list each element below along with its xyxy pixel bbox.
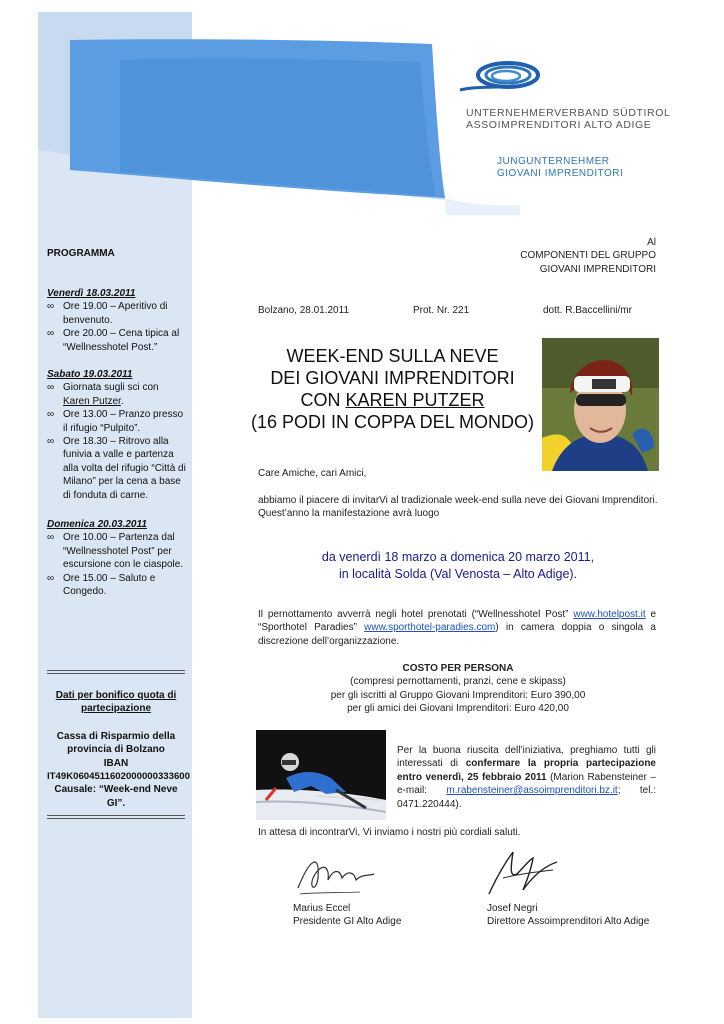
intro-paragraph: abbiamo il piacere di invitarVi al tradizionale week-end sulla neve dei Giovani Imprenditori. Quest’anno la manifestazione avrà luogo xyxy=(258,495,658,520)
hotel-paragraph: Il pernottamento avverrà negli hotel prenotati (“Wellnesshotel Post” www.hotelpost.it e “Sporthotel Paradies” www.sporthotel-paradies.com) in camera doppia o singola a discrezione dell’organizzazione. xyxy=(258,609,657,647)
portrait-photo xyxy=(542,338,659,471)
reference: dott. R.Baccellini/mr xyxy=(543,305,632,316)
confirm-deadline: confermare la propria partecipazione entro venerdì, 25 febbraio 2011 xyxy=(397,758,656,783)
page-title: WEEK-END SULLA NEVE DEI GIOVANI IMPRENDITORI CON KAREN PUTZER (16 PODI IN COPPA DEL MONDO) xyxy=(250,346,535,432)
cost-heading: COSTO PER PERSONA xyxy=(402,663,514,674)
karen-putzer-name: Karen Putzer xyxy=(63,395,121,407)
logo-line-4: GIOVANI IMPRENDITORI xyxy=(497,168,624,179)
divider xyxy=(47,670,185,671)
iban-label: IBAN xyxy=(103,757,129,769)
sporthotel-link[interactable]: www.sporthotel-paradies.com xyxy=(364,622,496,634)
logo-swirl-icon xyxy=(456,56,546,98)
divider xyxy=(47,818,185,819)
recipient-line-1: Al xyxy=(647,237,656,248)
day-2-date: Sabato 19.03.2011 xyxy=(47,369,133,380)
bullet-icon: ∞ xyxy=(47,382,55,394)
bank-name: Cassa di Risparmio della provincia di Bolzano xyxy=(56,730,176,756)
day-1-date: Venerdì 18.03.2011 xyxy=(47,288,136,299)
email-link[interactable]: m.rabensteiner@assoimprenditori.bz.it xyxy=(446,785,618,797)
protocol-number: Prot. Nr. 221 xyxy=(413,305,470,316)
list-item: ∞ Ore 18.30 – Ritrovo alla funivia a valle e partenza alla volta del rifugio “Città di Milano” per la cena a base di fonduta di carne. xyxy=(47,436,186,501)
logo-line-1: UNTERNEHMERVERBAND SÜDTIROL xyxy=(466,107,671,119)
signatory-2-name: Josef Negri xyxy=(487,903,538,914)
program-day-2 xyxy=(47,368,187,502)
signatory-2 xyxy=(487,902,649,929)
signatory-1-role: Presidente GI Alto Adige xyxy=(293,916,402,928)
bank-details xyxy=(47,689,190,810)
venue-dates: da venerdì 18 marzo a domenica 20 marzo 2011, in località Solda (Val Venosta – Alto Adige). xyxy=(321,550,595,581)
recipient-line-3: GIOVANI IMPRENDITORI xyxy=(539,263,656,275)
logo-line-3: JUNGUNTERNEHMER xyxy=(497,156,610,167)
signatory-2-role: Direttore Assoimprenditori Alto Adige xyxy=(487,916,650,928)
skier-photo xyxy=(256,730,386,820)
list-item: ∞ Ore 13.00 – Pranzo presso il rifugio “Pulpito”. xyxy=(47,409,184,434)
confirm-paragraph: Per la buona riuscita dell’iniziativa, preghiamo tutti gli interessati di confermare la propria partecipazione entro venerdì, 25 febbraio 2011 (Marion Rabensteiner – e-mail: m.rabensteiner@assoimprenditori.bz.it; tel.: 0471.220444). xyxy=(397,745,656,810)
list-item: ∞ Giornata sugli sci con Karen Putzer. xyxy=(47,382,159,407)
bullet-icon: ∞ xyxy=(47,328,55,340)
divider xyxy=(47,673,185,674)
logo-group xyxy=(497,156,623,180)
list-item: ∞ Ore 19.00 – Aperitivo di benvenuto. xyxy=(47,301,168,326)
signatory-1-name: Marius Eccel xyxy=(293,903,351,914)
bank-causale: Causale: “Week-end Neve GI”. xyxy=(54,784,178,809)
greeting: Care Amiche, cari Amici, xyxy=(258,468,367,479)
signature-negri xyxy=(483,846,563,898)
programma-heading: PROGRAMMA xyxy=(47,248,115,259)
recipient-block xyxy=(460,236,656,276)
hotelpost-link[interactable]: www.hotelpost.it xyxy=(573,609,646,620)
iban-value: IT49K0604511602000000333600 xyxy=(47,771,190,783)
list-item: ∞ Ore 15.00 – Saluto e Congedo. xyxy=(47,572,156,598)
bullet-icon: ∞ xyxy=(47,301,55,313)
bullet-icon: ∞ xyxy=(47,532,55,544)
place-date: Bolzano, 28.01.2011 xyxy=(258,305,350,316)
day-1-list xyxy=(47,300,187,354)
list-item: ∞ Ore 20.00 – Cena tipica al “Wellnesshotel Post.” xyxy=(47,328,180,353)
bullet-icon: ∞ xyxy=(47,409,55,421)
divider xyxy=(47,815,185,816)
bullet-icon: ∞ xyxy=(47,572,55,584)
closing-line: In attesa di incontrarVi, Vi inviamo i nostri più cordiali saluti. xyxy=(258,827,521,838)
program-day-1 xyxy=(47,287,187,354)
bullet-icon: ∞ xyxy=(47,436,55,448)
logo-organization xyxy=(466,107,670,131)
recipient-line-2: COMPONENTI DEL GRUPPO xyxy=(520,250,656,262)
day-3-list xyxy=(47,531,187,598)
logo-line-2: ASSOIMPRENDITORI ALTO ADIGE xyxy=(466,119,652,131)
bank-heading: Dati per bonifico quota di partecipazione xyxy=(55,690,177,715)
program-day-3 xyxy=(47,518,187,598)
cost-block: COSTO PER PERSONA (compresi pernottamenti, pranzi, cene e skipass) per gli iscritti al Gruppo Giovani Imprenditori: Euro 390,00 per gli amici dei Giovani Imprenditori: Euro 420,00 xyxy=(258,662,658,716)
list-item: ∞ Ore 10.00 – Partenza dal “Wellnesshotel Post” per escursione con le ciaspole. xyxy=(47,532,184,571)
day-2-list xyxy=(47,381,187,502)
signature-eccel xyxy=(290,848,380,898)
day-3-date: Domenica 20.03.2011 xyxy=(47,519,147,530)
signatory-1 xyxy=(293,902,401,929)
title-karen-putzer: KAREN PUTZER xyxy=(345,390,485,410)
